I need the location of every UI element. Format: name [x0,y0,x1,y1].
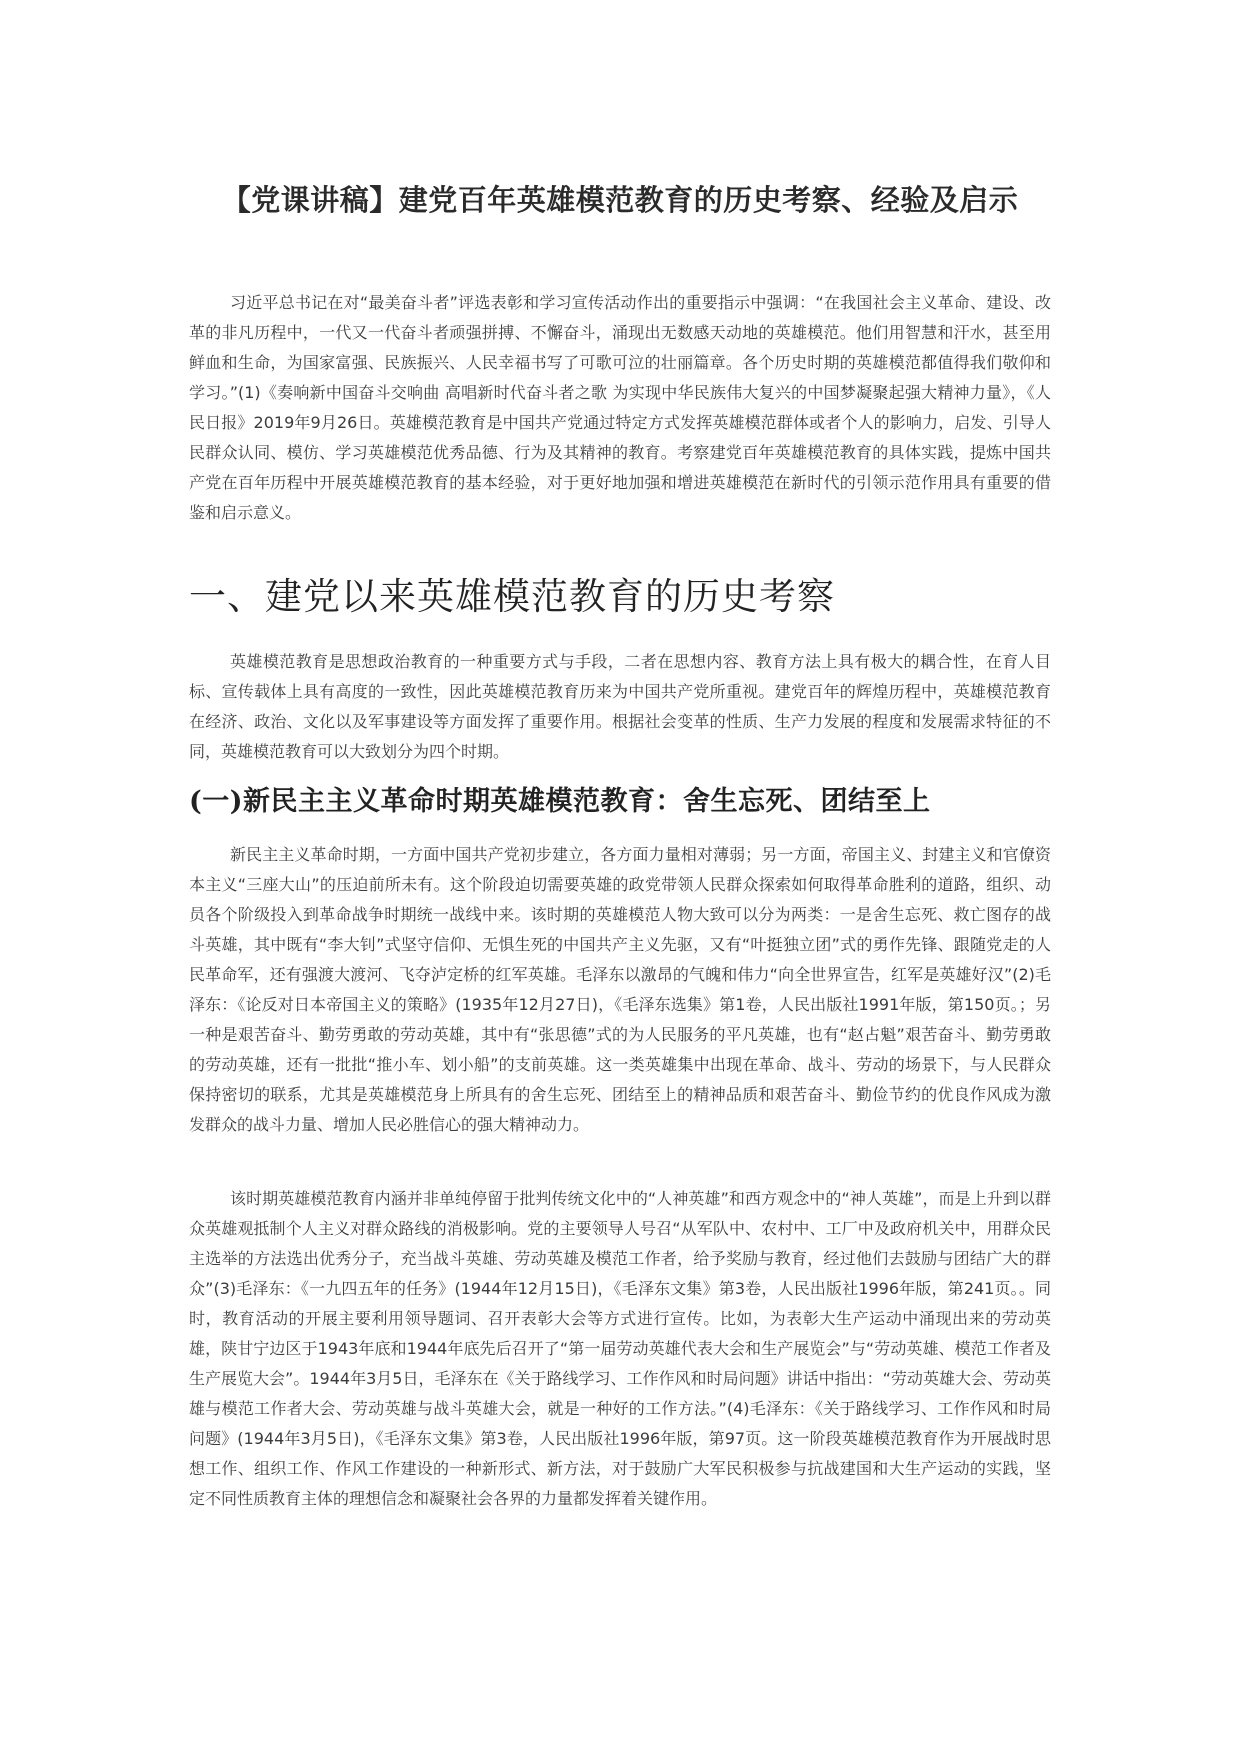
section-1-heading: 一、建党以来英雄模范教育的历史考察 [189,575,835,618]
subsection-1-heading: (一)新民主主义革命时期英雄模范教育：舍生忘死、团结至上 [189,786,931,817]
document-title: 【党课讲稿】建党百年英雄模范教育的历史考察、经验及启示 [221,183,1019,217]
subsection-1-paragraph-1: 新民主主义革命时期，一方面中国共产党初步建立，各方面力量相对薄弱；另一方面，帝国主义、封建主义和官僚资本主义“三座大山”的压迫前所未有。这个阶段迫切需要英雄的政党带领人民群众探索如何取得革命胜利的道路，组织、动员各个阶级投入到革命战争时期统一战线中来。该时期的英雄模范人物大致可以分为两类：一是舍生忘死、救亡图存的战斗英雄，其中既有“李大钊”式坚守信仰、无惧生死的中国共产主义先驱，又有“叶挺独立团”式的勇作先锋、跟随党走的人民革命军，还有强渡大渡河、飞夺泸定桥的红军英雄。毛泽东以激昂的气魄和伟力“向全世界宣告，红军是英雄好汉”(2)毛泽东：《论反对日本帝国主义的策略》(1935年12月27日)，《毛泽东选集》第1卷，人民出版社1991年版，第150页。；另一种是艰苦奋斗、勤劳勇敢的劳动英雄，其中有“张思德”式的为人民服务的平凡英雄，也有“赵占魁”艰苦奋斗、勤劳勇敢的劳动英雄，还有一批批“推小车、划小船”的支前英雄。这一类英雄集中出现在革命、战斗、劳动的场景下，与人民群众保持密切的联系，尤其是英雄模范身上所具有的舍生忘死、团结至上的精神品质和艰苦奋斗、勤俭节约的优良作风成为激发群众的战斗力量、增加人民必胜信心的强大精神动力。 [189,845,1051,1134]
subsection-1-paragraph-2: 该时期英雄模范教育内涵并非单纯停留于批判传统文化中的“人神英雄”和西方观念中的“神人英雄”，而是上升到以群众英雄观抵制个人主义对群众路线的消极影响。党的主要领导人号召“从军队中、农村中、工厂中及政府机关中，用群众民主选举的方法选出优秀分子，充当战斗英雄、劳动英雄及模范工作者，给予奖励与教育，经过他们去鼓励与团结广大的群众”(3)毛泽东：《一九四五年的任务》(1944年12月15日)，《毛泽东文集》第3卷，人民出版社1996年版，第241页。。同时，教育活动的开展主要利用领导题词、召开表彰大会等方式进行宣传。比如，为表彰大生产运动中涌现出来的劳动英雄，陕甘宁边区于1943年底和1944年底先后召开了“第一届劳动英雄代表大会和生产展览会”与“劳动英雄、模范工作者及生产展览大会”。1944年3月5日，毛泽东在《关于路线学习、工作作风和时局问题》讲话中指出：“劳动英雄大会、劳动英雄与模范工作者大会、劳动英雄与战斗英雄大会，就是一种好的工作方法。”(4)毛泽东：《关于路线学习、工作作风和时局问题》(1944年3月5日)，《毛泽东文集》第3卷，人民出版社1996年版，第97页。这一阶段英雄模范教育作为开展战时思想工作、组织工作、作风工作建设的一种新形式、新方法，对于鼓励广大军民积极参与抗战建国和大生产运动的实践，坚定不同性质教育主体的理想信念和凝聚社会各界的力量都发挥着关键作用。 [189,1189,1051,1508]
intro-paragraph: 习近平总书记在对“最美奋斗者”评选表彰和学习宣传活动作出的重要指示中强调：“在我国社会主义革命、建设、改革的非凡历程中，一代又一代奋斗者顽强拼搏、不懈奋斗，涌现出无数感天动地的英雄模范。他们用智慧和汗水，甚至用鲜血和生命，为国家富强、民族振兴、人民幸福书写了可歌可泣的壮丽篇章。各个历史时期的英雄模范都值得我们敬仰和学习。”(1)《奏响新中国奋斗交响曲 高唱新时代奋斗者之歌 为实现中华民族伟大复兴的中国梦凝聚起强大精神力量》，《人民日报》2019年9月26日。英雄模范教育是中国共产党通过特定方式发挥英雄模范群体或者个人的影响力，启发、引导人民群众认同、模仿、学习英雄模范优秀品德、行为及其精神的教育。考察建党百年英雄模范教育的具体实践，提炼中国共产党在百年历程中开展英雄模范教育的基本经验，对于更好地加强和增进英雄模范在新时代的引领示范作用具有重要的借鉴和启示意义。 [189,293,1051,522]
section-1-paragraph: 英雄模范教育是思想政治教育的一种重要方式与手段，二者在思想内容、教育方法上具有极大的耦合性，在育人目标、宣传载体上具有高度的一致性，因此英雄模范教育历来为中国共产党所重视。建党百年的辉煌历程中，英雄模范教育在经济、政治、文化以及军事建设等方面发挥了重要作用。根据社会变革的性质、生产力发展的程度和发展需求特征的不同，英雄模范教育可以大致划分为四个时期。 [189,652,1051,761]
